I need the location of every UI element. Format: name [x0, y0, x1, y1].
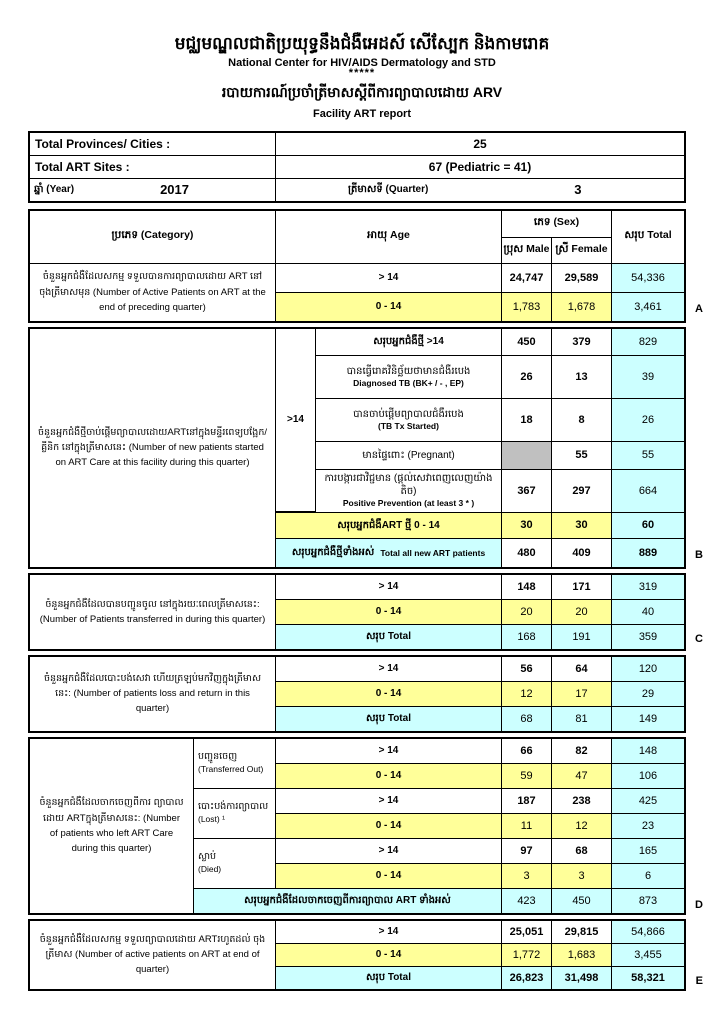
- section-d-total-row: [194, 889, 684, 913]
- row-label: [316, 356, 502, 398]
- table-row: [276, 789, 684, 814]
- table-row: [276, 264, 684, 293]
- total-value: 149: [612, 707, 684, 731]
- section-loss-return-table: [28, 655, 686, 733]
- male-value: 59: [502, 764, 552, 788]
- male-value: 450: [502, 329, 552, 355]
- section-b-total-row: [276, 539, 684, 567]
- section-b-wrap: [28, 327, 703, 569]
- row-label-km: បានចាប់ផ្តើមព្យាបាលជំងឺរបេង: [353, 408, 464, 420]
- row-label-en: Total all new ART patients: [380, 547, 486, 558]
- quarter-cell: [276, 179, 684, 201]
- section-c-category: ចំនួនអ្នកជំងឺដែលបានបញ្ជូនចូល នៅក្នុងរយៈពេលត្រីមាសនេះ: (Number of Patients transferred in during this quarter): [30, 575, 276, 649]
- section-a-category: ចំនួនអ្នកជំងឺដែលសកម្ម ទទួលបានការព្យាបាលដោយ ART នៅ ចុងត្រីមាសមុន (Number of Active Patients on ART at the end of preceding quarter): [30, 264, 276, 321]
- row-label: សរុប Total: [276, 625, 502, 649]
- org-title-english: National Center for HIV/AIDS Dermatology and STD: [228, 56, 496, 69]
- male-column-header: ប្រុស Male: [502, 238, 552, 263]
- male-value: 1,783: [502, 293, 552, 321]
- table-row: [316, 356, 684, 399]
- male-value: 187: [502, 789, 552, 813]
- total-value: 319: [612, 575, 684, 599]
- female-value: 81: [552, 707, 612, 731]
- male-value: 97: [502, 839, 552, 863]
- group-label: [194, 839, 276, 889]
- total-value: 3,455: [612, 944, 684, 966]
- total-value: 60: [612, 513, 684, 538]
- male-value-disabled: [502, 442, 552, 469]
- male-value: 168: [502, 625, 552, 649]
- male-value: 26,823: [502, 967, 552, 989]
- total-value: 664: [612, 470, 684, 512]
- female-value: 379: [552, 329, 612, 355]
- section-e-wrap: [28, 919, 703, 991]
- art-sites-label: Total ART Sites :: [30, 156, 276, 178]
- row-label-km: មានផ្ទៃពោះ (Pregnant): [362, 449, 455, 461]
- male-value: 11: [502, 814, 552, 838]
- section-ref-letter-d: D: [695, 898, 703, 911]
- age-value: > 14: [276, 921, 502, 943]
- female-value: 29,589: [552, 264, 612, 292]
- table-row: [276, 839, 684, 864]
- group-transferred-out: [194, 739, 684, 789]
- total-value: 359: [612, 625, 684, 649]
- group-label-en: (Died): [198, 863, 222, 874]
- female-value: 20: [552, 600, 612, 624]
- row-label-en: (TB Tx Started): [378, 420, 439, 431]
- report-title-khmer: របាយការណ៍ប្រចាំត្រីមាសស្តីពីការព្យាបាលដោយ ARV: [221, 83, 503, 100]
- female-value: 30: [552, 513, 612, 538]
- sex-header: ភេទ (Sex): [502, 211, 611, 238]
- total-value: 165: [612, 839, 684, 863]
- male-value: 480: [502, 539, 552, 567]
- total-value: 23: [612, 814, 684, 838]
- total-value: 40: [612, 600, 684, 624]
- total-value: 6: [612, 864, 684, 888]
- male-value: 367: [502, 470, 552, 512]
- female-value: 64: [552, 657, 612, 681]
- age-value: 0 - 14: [276, 944, 502, 966]
- section-loss-return-total-row: [276, 707, 684, 731]
- age-value: 0 - 14: [276, 600, 502, 624]
- group-label-km: បោះបង់ការព្យាបាល: [198, 801, 269, 813]
- table-row: [276, 575, 684, 600]
- male-value: 18: [502, 399, 552, 441]
- male-value: 25,051: [502, 921, 552, 943]
- age-value: > 14: [276, 839, 502, 863]
- total-value: 29: [612, 682, 684, 706]
- total-value: 55: [612, 442, 684, 469]
- row-label-km: បានធ្វើរោគវិនិច្ឆ័យថាមានជំងឺរបេង: [346, 365, 471, 377]
- age-value: > 14: [276, 575, 502, 599]
- report-info-table: [28, 131, 686, 203]
- female-value: 238: [552, 789, 612, 813]
- section-loss-return-category: ចំនួនអ្នកជំងឺដែលបោះបង់សេវា ហើយត្រឡប់មកវិញក្នុងត្រីមាសនេះ: (Number of patients loss and return in this quarter): [30, 657, 276, 731]
- total-value: 54,866: [612, 921, 684, 943]
- male-value: 56: [502, 657, 552, 681]
- section-d-wrap: [28, 737, 703, 915]
- table-row: [276, 814, 684, 839]
- female-value: 191: [552, 625, 612, 649]
- male-value: 68: [502, 707, 552, 731]
- total-value: 425: [612, 789, 684, 813]
- male-value: 3: [502, 864, 552, 888]
- age-value: > 14: [276, 739, 502, 763]
- female-value: 171: [552, 575, 612, 599]
- female-value: 29,815: [552, 921, 612, 943]
- sex-column-group: [502, 211, 612, 263]
- year-value: 2017: [160, 182, 189, 198]
- section-b-category: ចំនួនអ្នកជំងឺថ្មីចាប់ផ្តើមព្យាបាលដោយARTនៅក្នុងមន្ទីរពេទ្យបង្អែក/ គ្លីនិក នៅក្នុងត្រីមាសនេះ (Number of new patients started on ART Care at this facility during this quarter): [30, 329, 276, 567]
- provinces-label: Total Provinces/ Cities :: [30, 133, 276, 155]
- female-value: 3: [552, 864, 612, 888]
- section-d-category: ចំនួនអ្នកជំងឺដែលចាកចេញពីការ ព្យាបាល ដោយ ARTក្នុងត្រីមាសនេះ: (Number of patients who left ART Care during this quarter): [30, 739, 194, 913]
- table-row: [30, 133, 684, 156]
- group-lost: [194, 789, 684, 839]
- female-value: 55: [552, 442, 612, 469]
- female-value: 31,498: [552, 967, 612, 989]
- table-row: [316, 329, 684, 356]
- total-value: 58,321: [612, 967, 684, 989]
- table-row: [276, 682, 684, 707]
- female-column-header: ស្រី Female: [555, 242, 608, 255]
- table-row: [276, 864, 684, 889]
- female-value: 409: [552, 539, 612, 567]
- row-label: [316, 399, 502, 441]
- category-column-header: ប្រភេទ (Category): [30, 211, 276, 263]
- section-loss-return-wrap: [28, 655, 686, 733]
- section-a-wrap: [28, 209, 703, 323]
- age-column-header: អាយុ Age: [276, 211, 502, 263]
- row-label-km: សរុបអ្នកជំងឺថ្មីទាំងអស់: [291, 547, 375, 559]
- male-value: 30: [502, 513, 552, 538]
- group-label-en: (Lost) ¹: [198, 813, 225, 824]
- male-value: 20: [502, 600, 552, 624]
- art-sites-value: 67 (Pediatric = 41): [428, 159, 532, 174]
- age-value: 0 - 14: [276, 864, 502, 888]
- quarter-value: 3: [574, 182, 582, 198]
- table-row: [30, 156, 684, 179]
- total-value: 873: [612, 889, 684, 913]
- table-row: [276, 764, 684, 789]
- table-row: [316, 399, 684, 442]
- table-row: [30, 179, 684, 201]
- row-label: [316, 329, 502, 355]
- year-cell: [30, 179, 276, 201]
- age-value: 0 - 14: [276, 814, 502, 838]
- table-row: [276, 657, 684, 682]
- female-value: 17: [552, 682, 612, 706]
- row-label: សរុបអ្នកជំងឺART ថ្មី 0 - 14: [276, 513, 502, 538]
- new-0-14-total-row: [276, 512, 684, 539]
- section-e-table: [28, 919, 686, 991]
- female-value: 12: [552, 814, 612, 838]
- male-value: 24,747: [502, 264, 552, 292]
- female-value: 68: [552, 839, 612, 863]
- row-label: សរុប Total: [276, 707, 502, 731]
- total-value: 39: [612, 356, 684, 398]
- section-a-body: [30, 264, 684, 321]
- report-title-english: Facility ART report: [313, 108, 411, 121]
- age-value: 0 - 14: [276, 293, 502, 321]
- total-value: 120: [612, 657, 684, 681]
- section-a-table: [28, 209, 686, 323]
- total-value: 26: [612, 399, 684, 441]
- section-c-table: [28, 573, 686, 651]
- age-value: 0 - 14: [276, 682, 502, 706]
- divider-stars: *****: [348, 67, 376, 80]
- row-label: [316, 442, 502, 469]
- table-row: [316, 470, 684, 512]
- age-value: > 14: [276, 264, 502, 292]
- age-group-value: >14: [276, 329, 316, 512]
- male-value: 1,772: [502, 944, 552, 966]
- table-row: [316, 442, 684, 470]
- male-value: 423: [502, 889, 552, 913]
- org-title-khmer: មជ្ឈមណ្ឌលជាតិប្រយុទ្ធនឹងជំងឺអេដស៍ សើស្បែក និងកាមរោគ: [174, 34, 550, 53]
- total-value: 3,461: [612, 293, 684, 321]
- table-row: [276, 739, 684, 764]
- age-value: 0 - 14: [276, 764, 502, 788]
- row-label-en: Diagnosed TB (BK+ / - , EP): [353, 377, 464, 388]
- male-value: 66: [502, 739, 552, 763]
- male-value: 26: [502, 356, 552, 398]
- section-ref-letter-a: A: [695, 302, 703, 315]
- group-label: [194, 789, 276, 839]
- section-e-total-row: [276, 967, 684, 989]
- row-label: សរុប Total: [276, 967, 502, 989]
- male-value: 12: [502, 682, 552, 706]
- row-label: [316, 470, 502, 512]
- section-ref-letter-b: B: [695, 548, 703, 561]
- report-header: [0, 0, 724, 121]
- female-value: 47: [552, 764, 612, 788]
- age-value: > 14: [276, 789, 502, 813]
- quarter-label: ត្រីមាសទី (Quarter): [348, 184, 429, 196]
- total-value: 106: [612, 764, 684, 788]
- section-d-table: [28, 737, 686, 915]
- group-died: [194, 839, 684, 889]
- female-value: 13: [552, 356, 612, 398]
- group-label: [194, 739, 276, 789]
- section-e-category: ចំនួនអ្នកជំងឺដែលសកម្ម ទទួលព្យាបាលដោយ ARTរហូតដល់ ចុងត្រីមាស (Number of active patients on ART at end of quarter): [30, 921, 276, 989]
- group-label-en: (Transferred Out): [198, 763, 264, 774]
- section-b-table: [28, 327, 686, 569]
- row-label-km: សរុបអ្នកជំងឺថ្មី >14: [373, 336, 444, 348]
- section-c-wrap: [28, 573, 703, 651]
- table-row: [276, 293, 684, 321]
- row-label-km: ការបង្ការជាវិជ្ជមាន (ផ្តល់សេវាពេញលេញយ៉ាងតិច): [324, 473, 493, 498]
- section-ref-letter-c: C: [695, 632, 703, 645]
- total-value: 148: [612, 739, 684, 763]
- provinces-value: 25: [473, 136, 487, 151]
- row-label: [276, 539, 502, 567]
- total-value: 54,336: [612, 264, 684, 292]
- total-column-header: សរុប Total: [624, 229, 672, 242]
- female-value: 8: [552, 399, 612, 441]
- age-value: > 14: [276, 657, 502, 681]
- female-value: 82: [552, 739, 612, 763]
- female-value: 1,678: [552, 293, 612, 321]
- table-row: [276, 944, 684, 967]
- male-value: 148: [502, 575, 552, 599]
- total-value: 829: [612, 329, 684, 355]
- female-value: 297: [552, 470, 612, 512]
- table-row: [276, 921, 684, 944]
- row-label-en: Positive Prevention (at least 3 * ): [342, 498, 475, 509]
- female-value: 1,683: [552, 944, 612, 966]
- section-c-total-row: [276, 625, 684, 649]
- column-header-row: [30, 211, 684, 264]
- section-ref-letter-e: E: [695, 974, 703, 987]
- row-label: សរុបអ្នកជំងឺដែលចាកចេញពីការព្យាបាល ART ទាំងអស់: [194, 889, 502, 913]
- total-value: 889: [612, 539, 684, 567]
- group-label-km: ស្លាប់: [198, 851, 217, 863]
- female-value: 450: [552, 889, 612, 913]
- year-label: ឆ្នាំ (Year): [34, 184, 75, 196]
- table-row: [276, 600, 684, 625]
- group-label-km: បញ្ជូនចេញ: [198, 751, 238, 763]
